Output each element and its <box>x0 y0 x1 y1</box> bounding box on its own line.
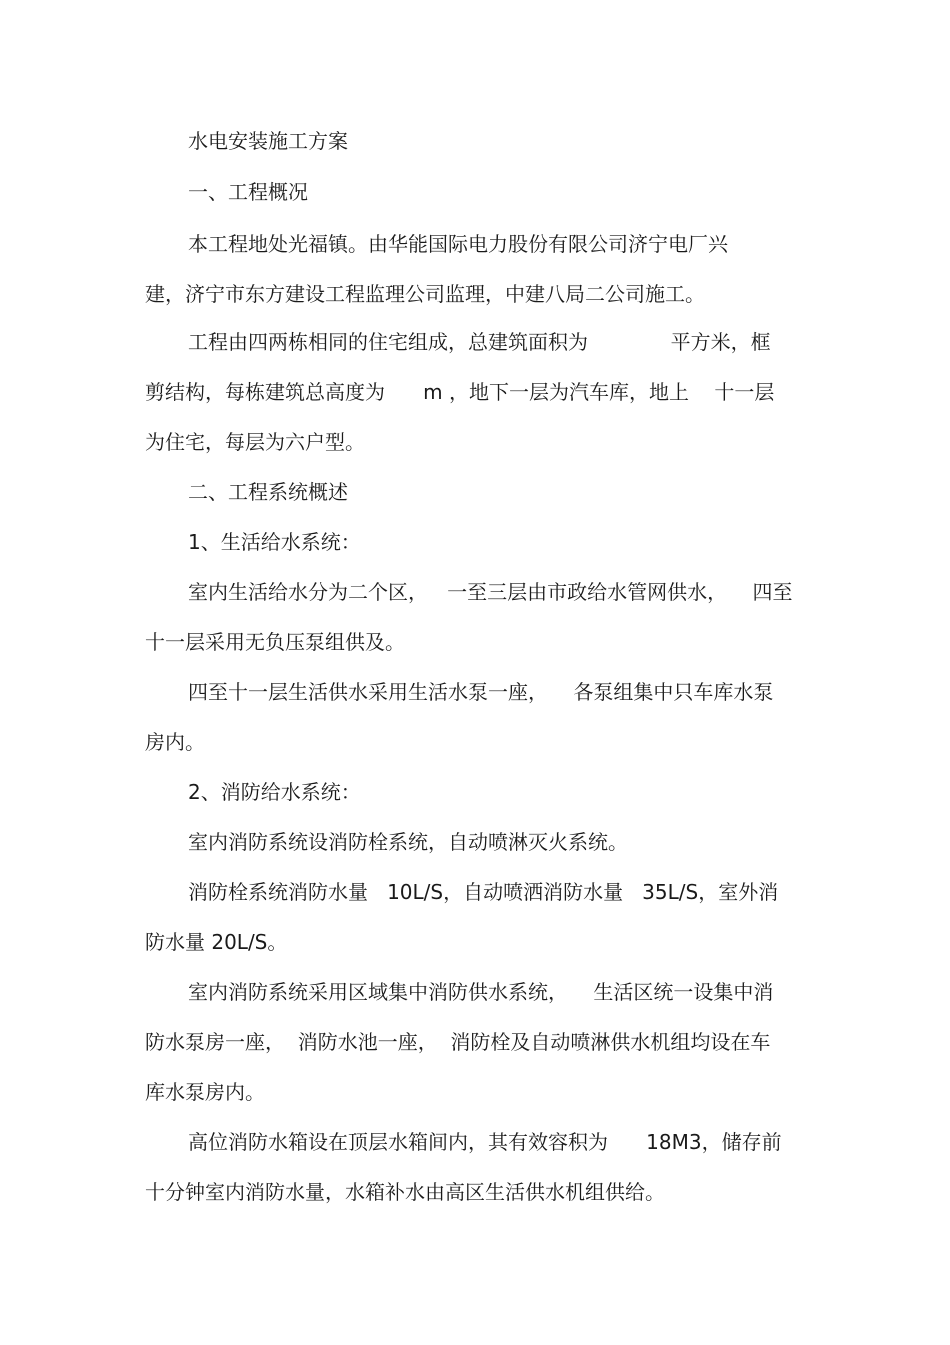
paragraph-line: 防水泵房一座， 消防水池一座， 消防栓及自动喷淋供水机组均设在车 <box>145 1030 771 1054</box>
section-heading-overview: 一、工程概况 <box>188 180 308 204</box>
paragraph-line: 室内生活给水分为二个区， 一至三层由市政给水管网供水， 四至 <box>188 580 793 604</box>
section-heading-systems: 二、工程系统概述 <box>188 480 348 504</box>
paragraph-line: 四至十一层生活供水采用生活水泵一座， 各泵组集中只车库水泵 <box>188 680 774 704</box>
paragraph-line: 室内消防系统采用区域集中消防供水系统， 生活区统一设集中消 <box>188 980 774 1004</box>
subsection-heading-water-supply: 1、生活给水系统： <box>188 530 361 554</box>
paragraph-line: 高位消防水箱设在顶层水箱间内，其有效容积为 18M3，储存前 <box>188 1130 782 1154</box>
paragraph-line: 库水泵房内。 <box>145 1080 265 1104</box>
paragraph-line: 工程由四两栋相同的住宅组成，总建筑面积为 平方米，框 <box>188 330 771 354</box>
paragraph-line: 为住宅，每层为六户型。 <box>145 430 365 454</box>
paragraph-line: 房内。 <box>145 730 205 754</box>
paragraph-line: 十分钟室内消防水量，水箱补水由高区生活供水机组供给。 <box>145 1180 665 1204</box>
paragraph-line: 十一层采用无负压泵组供及。 <box>145 630 405 654</box>
paragraph-line: 本工程地处光福镇。由华能国际电力股份有限公司济宁电厂兴 <box>188 232 728 256</box>
paragraph-line: 建，济宁市东方建设工程监理公司监理，中建八局二公司施工。 <box>145 282 705 306</box>
document-title: 水电安装施工方案 <box>188 129 348 153</box>
paragraph-line: 防水量 20L/S。 <box>145 930 288 954</box>
paragraph-line: 室内消防系统设消防栓系统，自动喷淋灭火系统。 <box>188 830 628 854</box>
subsection-heading-fire-water: 2、消防给水系统： <box>188 780 361 804</box>
paragraph-line: 剪结构，每栋建筑总高度为 m ，地下一层为汽车库，地上 十一层 <box>145 380 775 404</box>
paragraph-line: 消防栓系统消防水量 10L/S，自动喷洒消防水量 35L/S，室外消 <box>188 880 779 904</box>
